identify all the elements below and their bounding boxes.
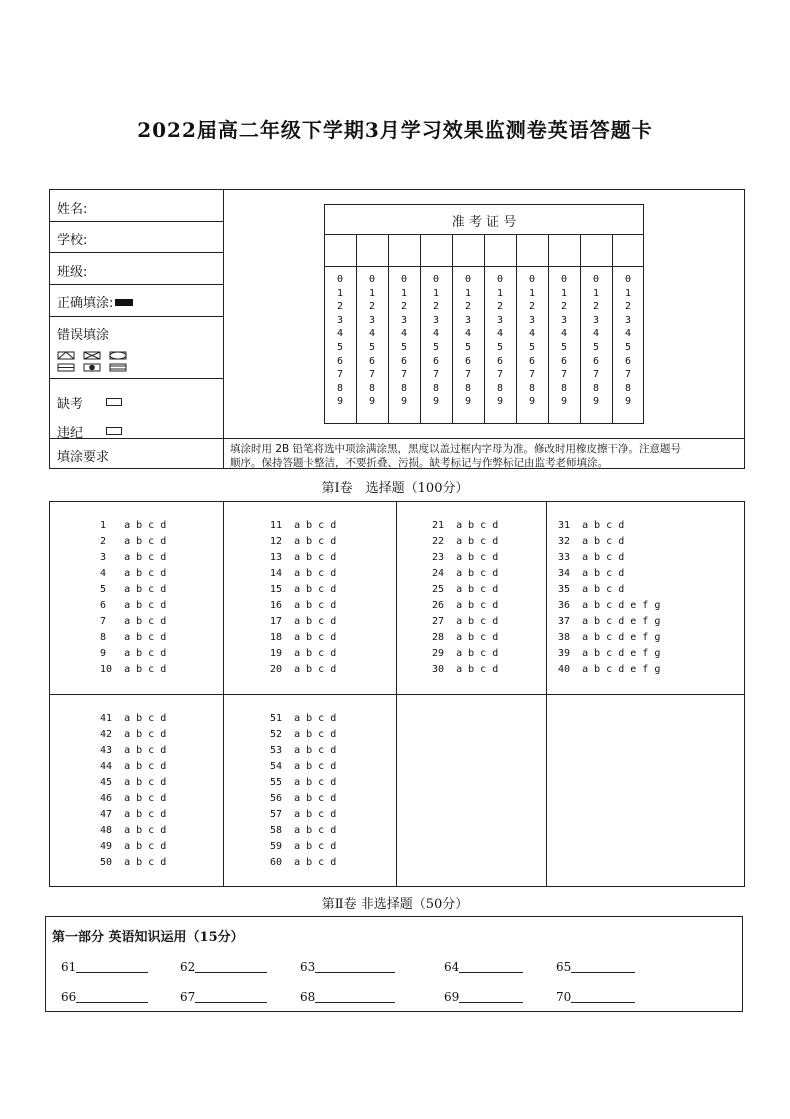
exam-id-digit[interactable]: 9 — [496, 396, 504, 408]
question-row[interactable]: 51 a b c d — [270, 713, 337, 724]
exam-id-divider — [452, 234, 453, 424]
exam-id-digit[interactable]: 7 — [400, 369, 408, 381]
exam-id-digit[interactable]: 8 — [336, 382, 344, 394]
exam-id-digit[interactable]: 9 — [560, 396, 568, 408]
question-row[interactable]: 24 a b c d — [432, 568, 499, 579]
exam-id-digit[interactable]: 4 — [560, 328, 568, 340]
exam-id-digit[interactable]: 5 — [400, 342, 408, 353]
exam-id-digit[interactable]: 5 — [496, 342, 504, 353]
question-row[interactable]: 31 a b c d — [558, 520, 625, 531]
exam-id-digit[interactable]: 1 — [592, 287, 600, 299]
answer-blank[interactable] — [180, 959, 267, 974]
answer-blank[interactable] — [444, 959, 523, 974]
question-row[interactable]: 5 a b c d — [100, 584, 167, 595]
blank-line[interactable] — [195, 959, 267, 973]
exam-id-digit[interactable]: 1 — [336, 287, 344, 299]
exam-id-digit[interactable]: 4 — [624, 328, 632, 340]
exam-id-digit[interactable]: 6 — [592, 355, 600, 367]
blank-number: 64 — [444, 960, 460, 974]
blank-line[interactable] — [315, 989, 395, 1003]
exam-id-digit[interactable]: 1 — [528, 287, 536, 299]
exam-id-digit[interactable]: 8 — [560, 382, 568, 394]
question-row[interactable]: 30 a b c d — [432, 664, 499, 675]
question-row[interactable]: 41 a b c d — [100, 713, 167, 724]
question-row[interactable]: 36 a b c d e f g — [558, 600, 661, 611]
exam-id-digit[interactable]: 1 — [624, 287, 632, 299]
question-row[interactable]: 9 a b c d — [100, 648, 167, 659]
exam-id-digit[interactable]: 0 — [432, 274, 440, 285]
exam-id-divider — [580, 234, 581, 424]
absent-checkbox[interactable] — [106, 398, 122, 406]
requirement-text-line2: 顺序。保持答题卡整洁，不要折叠、污损。缺考标记与作弊标记由监考老师填涂。 — [230, 457, 608, 469]
blank-line[interactable] — [76, 989, 148, 1003]
exam-id-digit[interactable]: 2 — [624, 301, 632, 313]
correct-fill-label: 正确填涂: — [57, 296, 114, 311]
exam-id-digit[interactable]: 4 — [496, 328, 504, 340]
question-row[interactable]: 57 a b c d — [270, 809, 337, 820]
question-row[interactable]: 27 a b c d — [432, 616, 499, 627]
exam-id-digit[interactable]: 4 — [592, 328, 600, 340]
question-row[interactable]: 11 a b c d — [270, 520, 337, 531]
exam-id-digit[interactable]: 3 — [336, 314, 344, 326]
exam-id-digit[interactable]: 7 — [336, 369, 344, 381]
requirement-label: 填涂要求 — [57, 450, 110, 465]
exam-id-digit[interactable]: 7 — [624, 369, 632, 381]
exam-id-digit[interactable]: 0 — [624, 274, 632, 285]
question-row[interactable]: 43 a b c d — [100, 745, 167, 756]
exam-id-digit[interactable]: 4 — [400, 328, 408, 340]
exam-id-digit[interactable]: 3 — [432, 314, 440, 326]
question-row[interactable]: 34 a b c d — [558, 568, 625, 579]
question-row[interactable]: 18 a b c d — [270, 632, 337, 643]
exam-id-digit[interactable]: 7 — [560, 369, 568, 381]
question-row[interactable]: 44 a b c d — [100, 761, 167, 772]
exam-id-divider — [388, 234, 389, 424]
exam-id-digit[interactable]: 5 — [560, 342, 568, 353]
blank-number: 62 — [180, 960, 196, 974]
exam-id-digit[interactable]: 4 — [464, 328, 472, 340]
exam-id-divider — [548, 234, 549, 424]
blank-number: 65 — [556, 960, 572, 974]
exam-id-digit[interactable]: 5 — [592, 342, 600, 353]
answer-blank[interactable] — [300, 959, 395, 974]
question-row[interactable]: 49 a b c d — [100, 841, 167, 852]
exam-id-digit[interactable]: 7 — [496, 369, 504, 381]
answer-blank[interactable] — [61, 959, 148, 974]
blank-number: 70 — [556, 990, 572, 1004]
exam-id-digit[interactable]: 4 — [432, 328, 440, 340]
answer-blank[interactable] — [444, 989, 523, 1004]
exam-id-digit[interactable]: 5 — [432, 342, 440, 353]
part1-title: 第一部分 英语知识运用（15分） — [52, 930, 244, 945]
exam-id-digit[interactable]: 8 — [528, 382, 536, 394]
exam-id-digit[interactable]: 6 — [464, 355, 472, 367]
question-row[interactable]: 23 a b c d — [432, 552, 499, 563]
exam-id-digit[interactable]: 0 — [464, 274, 472, 285]
question-row[interactable]: 13 a b c d — [270, 552, 337, 563]
question-row[interactable]: 55 a b c d — [270, 777, 337, 788]
exam-id-digit[interactable]: 3 — [624, 314, 632, 326]
question-row[interactable]: 25 a b c d — [432, 584, 499, 595]
exam-id-digit[interactable]: 6 — [624, 355, 632, 367]
exam-id-digit[interactable]: 1 — [464, 287, 472, 299]
correct-fill-row — [57, 292, 133, 311]
blank-number: 69 — [444, 990, 460, 1004]
exam-id-digit[interactable]: 4 — [336, 328, 344, 340]
exam-id-digit[interactable]: 6 — [528, 355, 536, 367]
blank-number: 63 — [300, 960, 316, 974]
exam-id-digit[interactable]: 3 — [496, 314, 504, 326]
exam-id-digit[interactable]: 7 — [368, 369, 376, 381]
filled-mark-icon — [115, 299, 133, 306]
question-row[interactable]: 15 a b c d — [270, 584, 337, 595]
exam-id-digit[interactable]: 9 — [336, 396, 344, 408]
question-row[interactable]: 8 a b c d — [100, 632, 167, 643]
info-divider — [223, 189, 224, 469]
exam-id-digit[interactable]: 0 — [368, 274, 376, 285]
blank-line[interactable] — [315, 959, 395, 973]
answer-blank[interactable] — [556, 959, 635, 974]
question-row[interactable]: 3 a b c d — [100, 552, 167, 563]
question-row[interactable]: 16 a b c d — [270, 600, 337, 611]
question-row[interactable]: 32 a b c d — [558, 536, 625, 547]
question-row[interactable]: 1 a b c d — [100, 520, 167, 531]
exam-id-digit[interactable]: 2 — [336, 301, 344, 313]
exam-id-digit[interactable]: 6 — [400, 355, 408, 367]
exam-id-digit[interactable]: 3 — [592, 314, 600, 326]
question-row[interactable]: 20 a b c d — [270, 664, 337, 675]
answer-blank[interactable] — [300, 989, 395, 1004]
exam-id-digit[interactable]: 3 — [560, 314, 568, 326]
exam-id-digit[interactable]: 1 — [368, 287, 376, 299]
violation-checkbox[interactable] — [106, 427, 122, 435]
exam-id-digit[interactable]: 8 — [400, 382, 408, 394]
question-row[interactable]: 6 a b c d — [100, 600, 167, 611]
exam-id-digit[interactable]: 9 — [528, 396, 536, 408]
question-row[interactable]: 56 a b c d — [270, 793, 337, 804]
exam-id-digit[interactable]: 3 — [368, 314, 376, 326]
requirement-text-line1: 填涂时用 2B 铅笔将选中项涂满涂黑，黑度以盖过框内字母为准。修改时用橡皮擦干净。注意题号 — [230, 443, 682, 455]
question-row[interactable]: 29 a b c d — [432, 648, 499, 659]
exam-id-digit[interactable]: 7 — [432, 369, 440, 381]
section1-heading: 第Ⅰ卷 选择题（100分） — [321, 481, 469, 496]
question-row[interactable]: 37 a b c d e f g — [558, 616, 661, 627]
question-row[interactable]: 53 a b c d — [270, 745, 337, 756]
exam-id-digit[interactable]: 2 — [528, 301, 536, 313]
question-row[interactable]: 50 a b c d — [100, 857, 167, 868]
question-row[interactable]: 40 a b c d e f g — [558, 664, 661, 675]
question-row[interactable]: 35 a b c d — [558, 584, 625, 595]
blank-line[interactable] — [195, 989, 267, 1003]
exam-id-digit[interactable]: 3 — [528, 314, 536, 326]
exam-id-digit[interactable]: 2 — [432, 301, 440, 313]
blank-number: 61 — [61, 960, 77, 974]
question-row[interactable]: 12 a b c d — [270, 536, 337, 547]
question-row[interactable]: 38 a b c d e f g — [558, 632, 661, 643]
exam-id-digit[interactable]: 2 — [400, 301, 408, 313]
answer-blank[interactable] — [180, 989, 267, 1004]
exam-id-digit[interactable]: 7 — [528, 369, 536, 381]
exam-id-digit[interactable]: 2 — [592, 301, 600, 313]
exam-id-digit[interactable]: 9 — [592, 396, 600, 408]
question-row[interactable]: 21 a b c d — [432, 520, 499, 531]
exam-id-digit[interactable]: 4 — [528, 328, 536, 340]
exam-id-digit[interactable]: 6 — [560, 355, 568, 367]
exam-id-divider — [516, 234, 517, 424]
exam-id-divider — [356, 234, 357, 424]
name-label: 姓名: — [57, 202, 88, 217]
blank-number: 66 — [61, 990, 77, 1004]
blank-line[interactable] — [459, 989, 523, 1003]
exam-id-digit[interactable]: 6 — [368, 355, 376, 367]
exam-id-digit[interactable]: 9 — [464, 396, 472, 408]
exam-id-digit[interactable]: 0 — [400, 274, 408, 285]
question-row[interactable]: 17 a b c d — [270, 616, 337, 627]
exam-id-digit[interactable]: 8 — [624, 382, 632, 394]
exam-id-digit[interactable]: 5 — [464, 342, 472, 353]
wrong-fill-label: 错误填涂 — [57, 328, 110, 343]
exam-id-digit[interactable]: 2 — [368, 301, 376, 313]
question-row[interactable]: 19 a b c d — [270, 648, 337, 659]
exam-id-digit[interactable]: 6 — [432, 355, 440, 367]
question-row[interactable]: 54 a b c d — [270, 761, 337, 772]
exam-id-digit[interactable]: 9 — [400, 396, 408, 408]
exam-id-digit[interactable]: 8 — [368, 382, 376, 394]
question-row[interactable]: 4 a b c d — [100, 568, 167, 579]
question-row[interactable]: 7 a b c d — [100, 616, 167, 627]
class-label: 班级: — [57, 265, 88, 280]
blank-line[interactable] — [571, 959, 635, 973]
answer-blank[interactable] — [556, 989, 635, 1004]
exam-id-divider — [612, 234, 613, 424]
exam-id-digit[interactable]: 1 — [432, 287, 440, 299]
blank-number: 68 — [300, 990, 316, 1004]
blank-number: 67 — [180, 990, 196, 1004]
section2-heading: 第Ⅱ卷 非选择题（50分） — [321, 897, 469, 912]
exam-id-digit[interactable]: 0 — [336, 274, 344, 285]
exam-id-digit[interactable]: 5 — [368, 342, 376, 353]
exam-id-digit[interactable]: 8 — [464, 382, 472, 394]
exam-id-digit[interactable]: 9 — [368, 396, 376, 408]
exam-id-digit[interactable]: 2 — [560, 301, 568, 313]
exam-id-digit[interactable]: 4 — [368, 328, 376, 340]
exam-id-digit[interactable]: 1 — [496, 287, 504, 299]
page-title: 2022届高二年级下学期3月学习效果监测卷英语答题卡 — [137, 118, 653, 142]
blank-line[interactable] — [571, 989, 635, 1003]
exam-id-digit[interactable]: 7 — [464, 369, 472, 381]
question-row[interactable]: 46 a b c d — [100, 793, 167, 804]
exam-id-digit[interactable]: 8 — [432, 382, 440, 394]
answer-blank[interactable] — [61, 989, 148, 1004]
exam-id-divider — [420, 234, 421, 424]
blank-line[interactable] — [459, 959, 523, 973]
exam-id-divider — [484, 234, 485, 424]
question-row[interactable]: 2 a b c d — [100, 536, 167, 547]
question-row[interactable]: 33 a b c d — [558, 552, 625, 563]
exam-id-digit[interactable]: 5 — [528, 342, 536, 353]
exam-id-digit[interactable]: 8 — [496, 382, 504, 394]
exam-id-digit[interactable]: 0 — [560, 274, 568, 285]
exam-id-digit[interactable]: 5 — [624, 342, 632, 353]
question-row[interactable]: 59 a b c d — [270, 841, 337, 852]
question-row[interactable]: 14 a b c d — [270, 568, 337, 579]
wrong-fill-examples-icon — [57, 350, 129, 374]
exam-id-digit[interactable]: 0 — [528, 274, 536, 285]
question-row[interactable]: 52 a b c d — [270, 729, 337, 740]
question-row[interactable]: 60 a b c d — [270, 857, 337, 868]
exam-id-digit[interactable]: 9 — [432, 396, 440, 408]
exam-id-digit[interactable]: 7 — [592, 369, 600, 381]
question-row[interactable]: 28 a b c d — [432, 632, 499, 643]
blank-line[interactable] — [76, 959, 148, 973]
school-label: 学校: — [57, 233, 88, 248]
exam-id-digit[interactable]: 8 — [592, 382, 600, 394]
exam-id-digit[interactable]: 6 — [496, 355, 504, 367]
exam-id-digit[interactable]: 0 — [496, 274, 504, 285]
question-row[interactable]: 22 a b c d — [432, 536, 499, 547]
violation-label: 违纪 — [57, 426, 84, 441]
question-row[interactable]: 58 a b c d — [270, 825, 337, 836]
exam-id-digit[interactable]: 2 — [496, 301, 504, 313]
exam-id-digit[interactable]: 1 — [560, 287, 568, 299]
question-row[interactable]: 26 a b c d — [432, 600, 499, 611]
exam-id-digit[interactable]: 3 — [464, 314, 472, 326]
question-row[interactable]: 10 a b c d — [100, 664, 167, 675]
exam-id-digit[interactable]: 6 — [336, 355, 344, 367]
exam-id-digit[interactable]: 5 — [336, 342, 344, 353]
absent-label: 缺考 — [57, 397, 84, 412]
exam-id-digit[interactable]: 1 — [400, 287, 408, 299]
exam-id-digit[interactable]: 2 — [464, 301, 472, 313]
question-row[interactable]: 42 a b c d — [100, 729, 167, 740]
exam-id-digit[interactable]: 3 — [400, 314, 408, 326]
exam-id-digit[interactable]: 9 — [624, 396, 632, 408]
question-row[interactable]: 45 a b c d — [100, 777, 167, 788]
question-row[interactable]: 48 a b c d — [100, 825, 167, 836]
exam-id-digit[interactable]: 0 — [592, 274, 600, 285]
question-row[interactable]: 39 a b c d e f g — [558, 648, 661, 659]
question-row[interactable]: 47 a b c d — [100, 809, 167, 820]
exam-id-label: 准 考 证 号 — [451, 215, 517, 230]
